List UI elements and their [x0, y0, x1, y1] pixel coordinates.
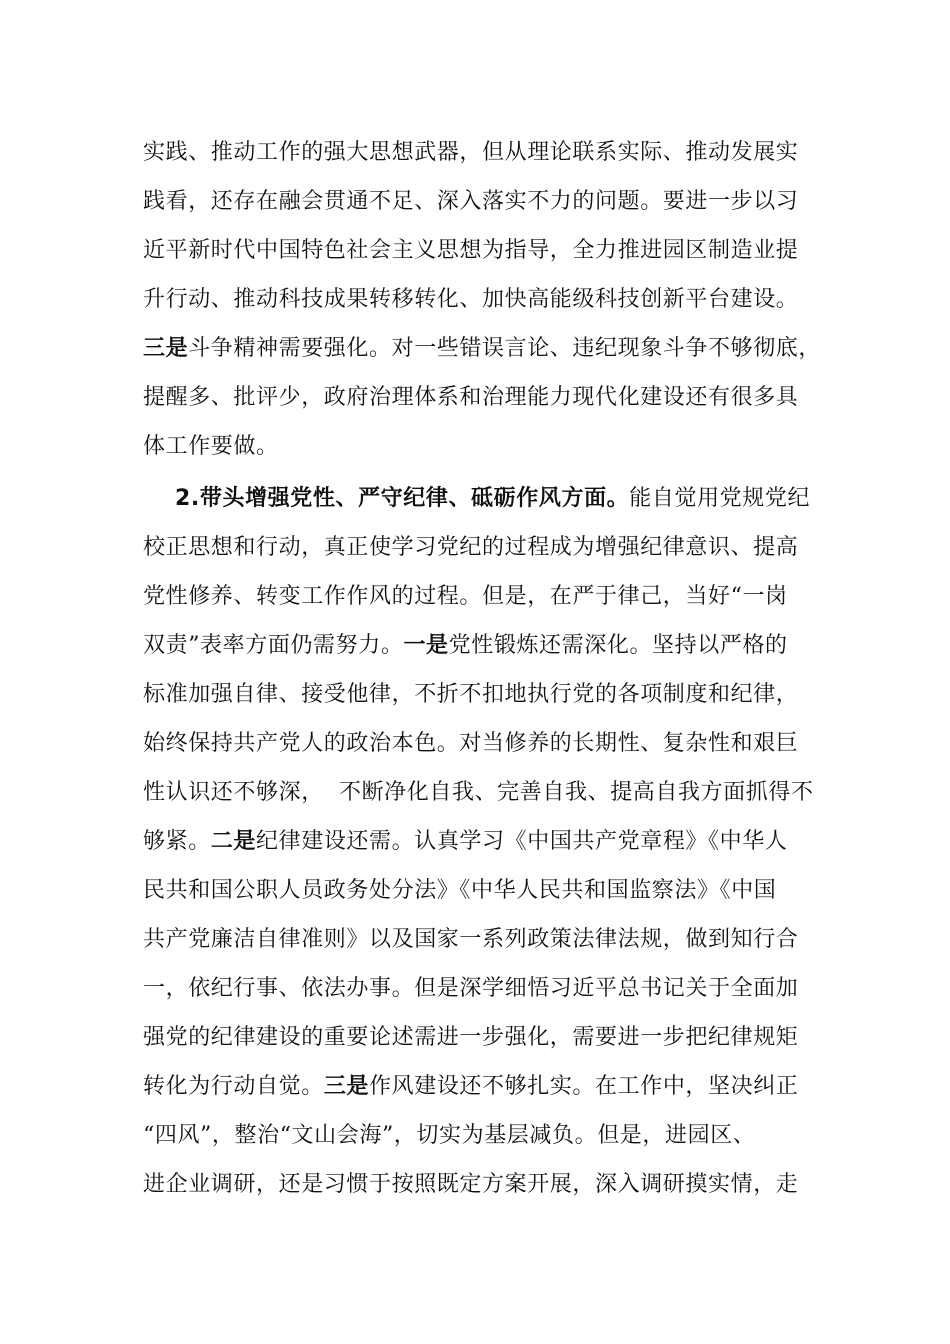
text-line [143, 533, 843, 563]
text-run: 始终保持共产党人的政治本色。对当修养的长期性、复杂性和艰巨 [143, 731, 799, 756]
text-run: 升行动、推动科技成果转移转化、加快高能级科技创新平台建设。 [143, 287, 799, 312]
text-line [143, 680, 843, 710]
text-line [143, 876, 843, 906]
text-run: 党性锻炼还需深化。坚持以严格的 [448, 633, 788, 658]
text-line [143, 432, 843, 462]
text-line [143, 974, 843, 1004]
text-line [143, 925, 843, 955]
text-run: 党性修养、转变工作作风的过程。但是，在严于律己，当好“一岗 [143, 584, 788, 609]
text-line [143, 383, 843, 413]
text-run: 实践、推动工作的强大思想武器，但从理论联系实际、推动发展实 [143, 140, 799, 165]
text-run: 性认识还不够深， 不断净化自我、完善自我、提高自我方面抓得不 [143, 780, 814, 805]
text-run: 践看，还存在融会贯通不足、深入落实不力的问题。要进一步以习 [143, 189, 799, 214]
text-line [143, 334, 843, 364]
text-line [143, 285, 843, 315]
text-line [143, 778, 843, 808]
text-run: 够紧。 [143, 829, 211, 854]
text-run: 体工作要做。 [143, 434, 279, 459]
text-line [143, 582, 843, 612]
text-line [143, 827, 843, 857]
text-run: 斗争精神需要强化。对一些错误言论、违纪现象斗争不够彻底， [188, 336, 822, 361]
text-run: 强党的纪律建设的重要论述需进一步强化，需要进一步把纪律规矩 [143, 1025, 799, 1050]
text-run: “四风”，整治“文山会海”，切实为基层减负。但是，进园区、 [143, 1123, 756, 1148]
text-run: 近平新时代中国特色社会主义思想为指导，全力推进园区制造业提 [143, 238, 799, 263]
section-heading-line [175, 484, 875, 514]
bold-run: 三是 [323, 1074, 370, 1099]
bold-run: 一是 [403, 633, 449, 658]
text-run: 民共和国公职人员政务处分法》《中华人民共和国监察法》《中国 [143, 878, 777, 903]
text-line [143, 236, 843, 266]
text-line [143, 1121, 843, 1151]
text-line [143, 729, 843, 759]
text-line [143, 631, 843, 661]
text-run: 纪律建设还需。认真学习《中国共产党章程》《中华人 [256, 829, 788, 854]
text-run: 双责”表率方面仍需努力。 [143, 633, 404, 658]
text-run: 标准加强自律、接受他律，不折不扣地执行党的各项制度和纪律， [143, 682, 799, 707]
text-run: 一，依纪行事、依法办事。但是深学细悟习近平总书记关于全面加 [143, 976, 799, 1001]
text-run: 转化为行动自觉。 [143, 1074, 324, 1099]
text-line [143, 1170, 843, 1200]
section-heading: 2.带头增强党性、严守纪律、砥砺作风方面。 [175, 486, 630, 511]
text-line [143, 1023, 843, 1053]
text-run: 共产党廉洁自律准则》以及国家一系列政策法律法规，做到知行合 [143, 927, 799, 952]
text-run: 校正思想和行动，真正使学习党纪的过程成为增强纪律意识、提高 [143, 535, 799, 560]
text-line [143, 187, 843, 217]
bold-run: 三是 [143, 336, 189, 361]
text-run: 作风建设还不够扎实。在工作中，坚决纠正 [369, 1074, 799, 1099]
text-run: 进企业调研，还是习惯于按照既定方案开展，深入调研摸实情，走 [143, 1172, 799, 1197]
bold-run: 二是 [210, 829, 257, 854]
text-line [143, 1072, 843, 1102]
text-run: 能自觉用党规党纪 [629, 486, 811, 511]
text-line [143, 138, 843, 168]
text-run: 提醒多、批评少，政府治理体系和治理能力现代化建设还有很多具 [143, 385, 799, 410]
